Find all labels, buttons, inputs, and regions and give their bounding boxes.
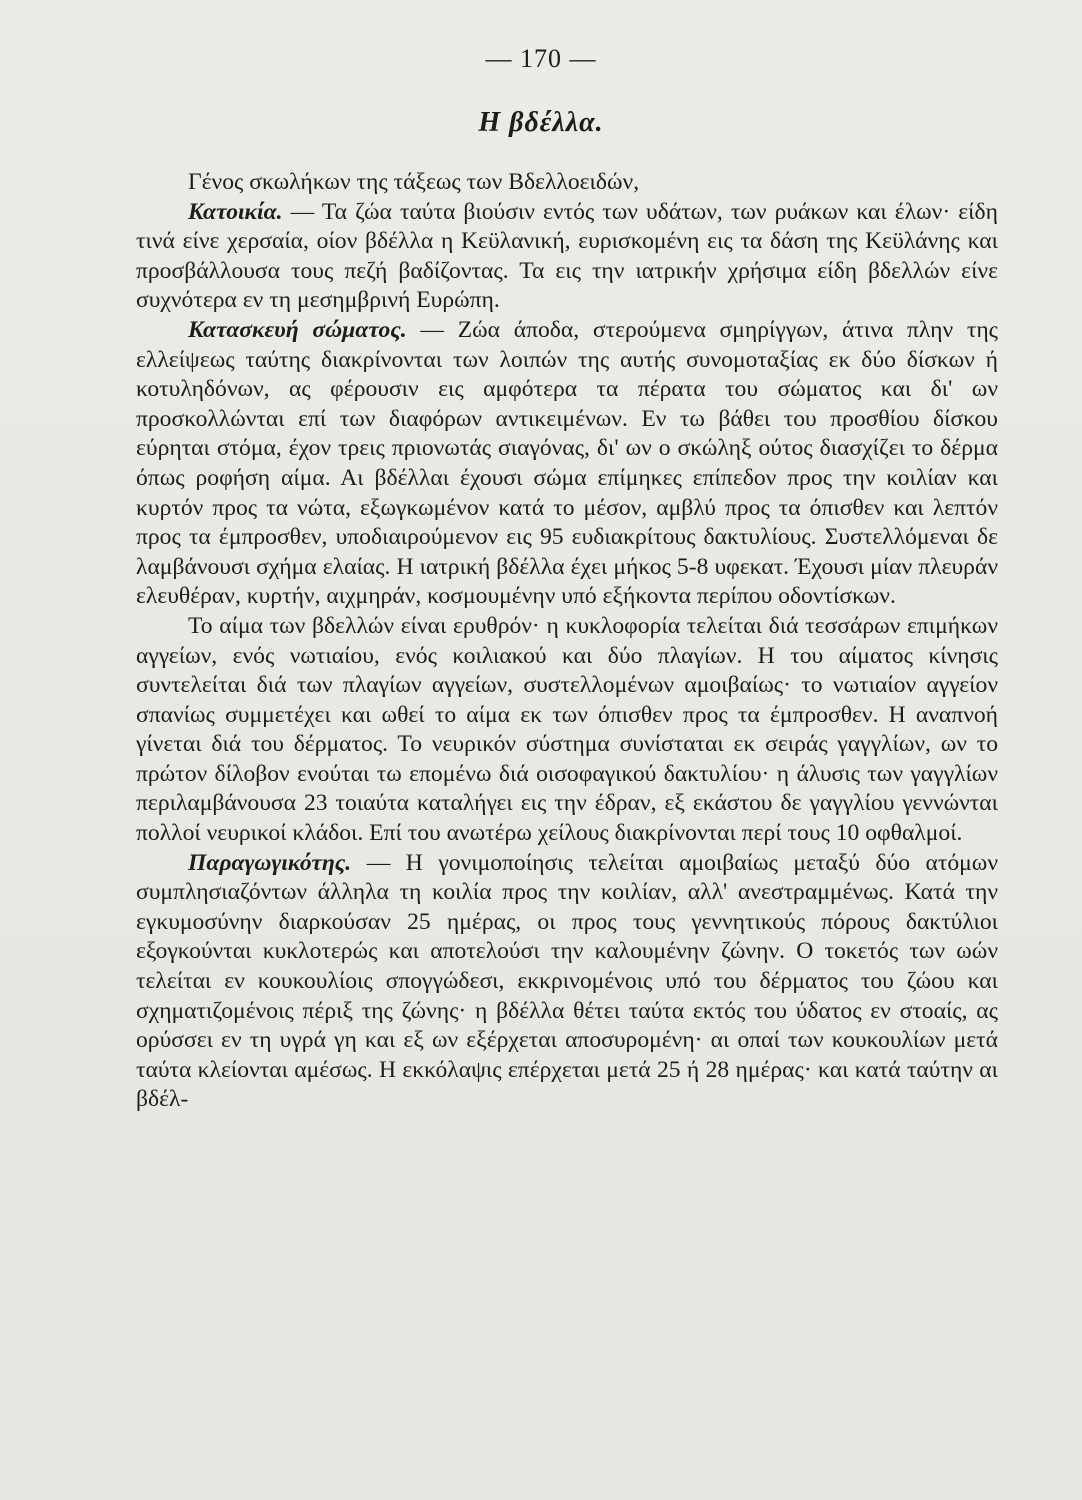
paragraph-circulation — [136, 612, 998, 849]
body-text — [136, 168, 998, 1115]
paragraph-text: Γένος σκωλήκων της τάξεως των Βδελλοειδών, — [188, 169, 640, 195]
paragraph-lead: Κατασκευή σώματος. — [188, 316, 407, 343]
paragraph-intro — [136, 168, 998, 198]
paragraph-text: — Τα ζώα ταύτα βιούσιν εντός των υδάτων, των ρυάκων και έλων· είδη τινά είνε χερσαία, οίον βδέλλα η Κεϋλανική, ευρισκομένη εις τα δάση της Κεϋλάνης και προσβάλλουσα τους πεζή βαδίζοντας. Τα εις την ιατρικήν χρήσιμα είδη βδελλών είνε συχνότερα εν τη μεσημβρινή Ευρώπη. — [136, 198, 998, 314]
page-number: — 170 — — [485, 44, 597, 73]
paragraph-text: — Ζώα άποδα, στερούμενα σμηρίγγων, άτινα πλην της ελλείψεως ταύτης διακρίνονται των λοιπών της αυτής συνομοταξίας εκ δύο δίσκων ή κοτυληδόνων, ας φέρουσιν εις αμφότερα τα πέρατα του σώματος και δι' ων προσκολλώνται επί των διαφόρων αντικειμένων. Εν τω βάθει του προσθίου δίσκου εύρηται στόμα, έχον τρεις πριονωτάς σιαγόνας, δι' ων ο σκώληξ ούτος διασχίζει το δέρμα όπως ροφήση αίμα. Αι βδέλλαι έχουσι σώμα επίμηκες επίπεδον προς την κοιλίαν και κυρτόν προς τα νώτα, εξωγκωμένον κατά το μέσον, αμβλύ προς τα όπισθεν και λεπτόν προς τα έμπροσθεν, υποδιαιρούμενον εις 95 ευδιακρίτους δακτυλίους. Συστελλόμεναι δε λαμβάνουσι σχήμα ελαίας. Η ιατρική βδέλλα έχει μήκος 5-8 υφεκατ. Έχουσι μίαν πλευράν ελευθέραν, κυρτήν, αιχμηράν, κοσμουμένην υπό εξήκοντα περίπου οδοντίσκων. — [136, 316, 999, 610]
paragraph-text: Το αίμα των βδελλών είναι ερυθρόν· η κυκλοφορία τελείται διά τεσσάρων επιμήκων αγγείων, ενός νωτιαίου, ενός κοιλιακού και δύο πλαγίων. Η του αίματος κίνησις συντελείται διά των πλαγίων αγγείων, συστελλομένων αμοιβαίως· το νωτιαίον αγγείον σπανίως συμμετέχει και ωθεί το αίμα εκ των όπισθεν προς τα έμπροσθεν. Η αναπνοή γίνεται διά του δέρματος. Το νευρικόν σύστημα συνίσταται εκ σειράς γαγγλίων, ων το πρώτον δίλοβον ενούται τω επομένω διά οισοφαγικού δακτυλίου· η άλυσις των γαγγλίων περιλαμβάνουσα 23 τοιαύτα καταλήγει εις την έδραν, εξ εκάστου δε γαγγλίου γεννώνται πολλοί νευρικοί κλάδοι. Επί του ανωτέρω χείλους διακρίνονται περί τους 10 οφθαλμοί. — [136, 612, 998, 847]
paragraph-lead: Κατοικία. — [188, 198, 283, 225]
paragraph-lead: Παραγωγικότης. — [188, 849, 352, 876]
paragraph-habitat — [136, 198, 998, 316]
chapter-title: Η βδέλλα. — [478, 107, 604, 138]
paragraph-text: — Η γονιμοποίησις τελείται αμοιβαίως μεταξύ δύο ατόμων συμπλησιαζόντων άλληλα τη κοιλία προς την κοιλίαν, αλλ' ανεστραμμένως. Κατά την εγκυμοσύνην διαρκούσαν 25 ημέρας, οι προς τους γεννητικούς πόρους δακτύλιοι εξογκούνται κυκλοτερώς και αποτελούσι την καλουμένην ζώνην. Ο τοκετός των ωών τελείται εν κουκουλίοις σπογγώδεσι, εκκρινομένοις υπό του δέρματος του ζώου και σχηματιζομένοις πέριξ της ζώνης· η βδέλλα θέτει ταύτα εκτός του ύδατος εν στοαίς, ας ορύσσει εν τη υγρά γη και εξ ων εξέρχεται αποσυρομένη· αι οπαί των κουκουλίων μετά ταύτα κλείονται αμέσως. Η εκκόλαψις επέρχεται μετά 25 ή 28 ημέρας· και κατά ταύτην αι βδέλ- — [136, 849, 998, 1113]
paragraph-reproduction — [136, 849, 998, 1115]
paragraph-body-structure — [136, 316, 998, 612]
